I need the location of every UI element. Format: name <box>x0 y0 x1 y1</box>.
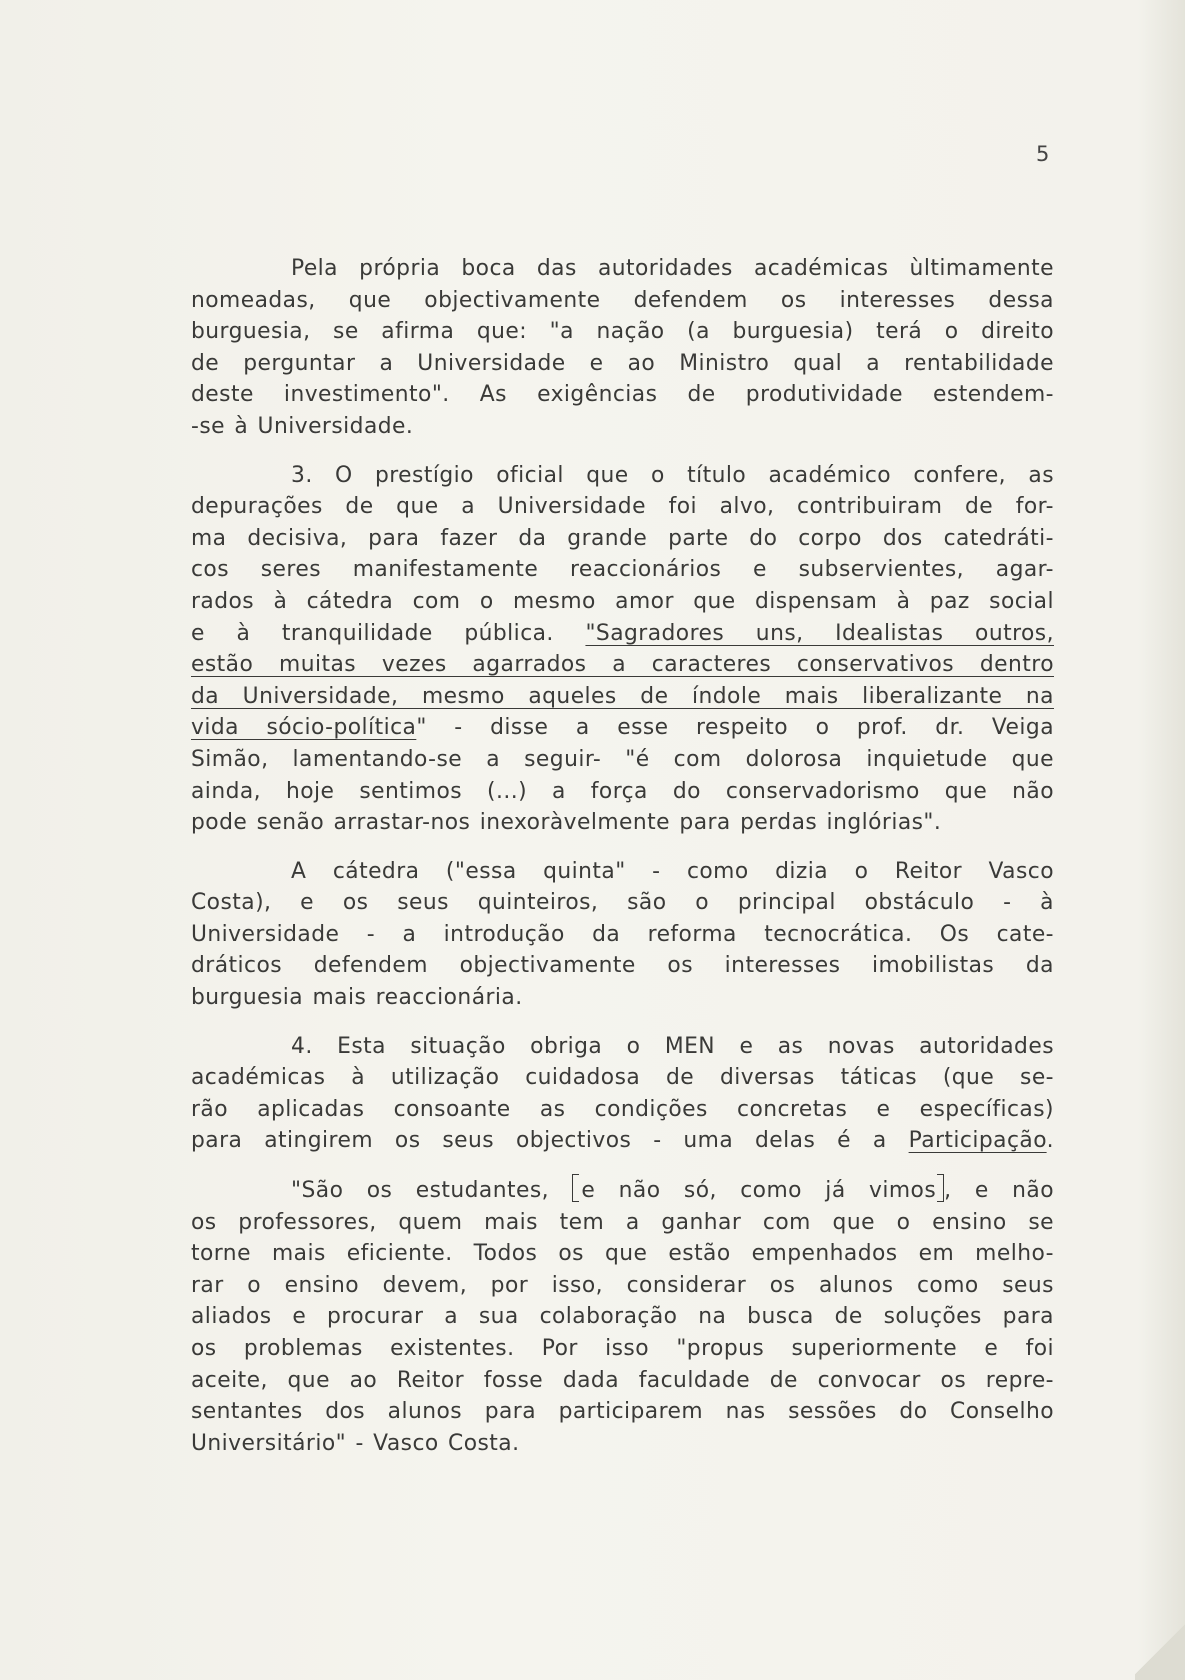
text-line: rão aplicadas consoante as condições concretas e específicas) <box>191 1096 1054 1122</box>
text-line: Costa), e os seus quinteiros, são o principal obstáculo - à <box>191 890 1054 916</box>
paragraph-5 <box>191 1174 1054 1459</box>
text-line: A cátedra ("essa quinta" - como dizia o Reitor Vasco <box>291 858 1054 884</box>
text-line: rados à cátedra com o mesmo amor que dispensam à paz social <box>191 588 1054 614</box>
text-line: ainda, hoje sentimos (...) a força do conservadorismo que não <box>191 778 1054 804</box>
text-line <box>191 618 1054 650</box>
text-line: académicas à utilização cuidadosa de diversas táticas (que se- <box>191 1065 1054 1091</box>
text-line: -se à Universidade. <box>191 413 414 439</box>
underlined-word: Participação <box>908 1128 1047 1154</box>
text-line: rar o ensino devem, por isso, considerar os alunos como seus <box>191 1272 1054 1298</box>
text-line: Universidade - a introdução da reforma tecnocrática. Os cate- <box>191 921 1054 947</box>
underlined-quote: vida sócio-política <box>191 715 417 741</box>
text-segment: e à tranquilidade pública. <box>191 620 586 646</box>
text-line: 3. O prestígio oficial que o título académico confere, as <box>291 462 1054 488</box>
page-corner-fold <box>1135 1590 1185 1680</box>
text-segment: para atingirem os seus objectivos - uma delas é a <box>191 1128 909 1154</box>
text-line: aceite, que ao Reitor fosse dada faculdade de convocar os repre- <box>191 1367 1054 1393</box>
paragraph-4 <box>191 1031 1054 1157</box>
text-line: sentantes dos alunos para participarem nas sessões do Conselho <box>191 1399 1054 1425</box>
underlined-quote: da Universidade, mesmo aqueles de índole mais liberalizante na <box>191 683 1054 709</box>
text-line: os problemas existentes. Por isso "propus superiormente e foi <box>191 1336 1054 1361</box>
text-line: dráticos defendem objectivamente os interesses imobilistas da <box>191 953 1054 979</box>
text-line: deste investimento". As exigências de produtividade estendem- <box>191 382 1054 408</box>
text-line: cos seres manifestamente reaccionários e subservientes, agar- <box>191 557 1054 583</box>
text-line: 4. Esta situação obriga o MEN e as novas autoridades <box>291 1033 1054 1059</box>
text-segment: , e não <box>944 1178 1054 1204</box>
text-line: torne mais eficiente. Todos os que estão empenhados em melho- <box>191 1241 1054 1267</box>
text-line: pode senão arrastar-nos inexoràvelmente para perdas inglórias". <box>191 810 942 836</box>
text-segment: . <box>1046 1128 1054 1154</box>
text-line: Simão, lamentando-se a seguir- "é com dolorosa inquietude que <box>191 746 1054 772</box>
text-line <box>191 1174 1054 1207</box>
text-line: aliados e procurar a sua colaboração na busca de soluções para <box>191 1304 1054 1330</box>
text-line <box>191 681 1054 713</box>
underlined-quote: estão muitas vezes agarrados a caracteres conservativos dentro <box>191 652 1054 678</box>
text-segment: " - disse a esse respeito o prof. dr. Veiga <box>416 715 1054 741</box>
paragraph-2 <box>191 460 1054 839</box>
text-line: os professores, quem mais tem a ganhar com que o ensino se <box>191 1209 1054 1235</box>
text-line: burguesia mais reaccionária. <box>191 985 523 1011</box>
text-line <box>191 649 1054 681</box>
body-text <box>191 253 1054 1459</box>
text-segment: "São os estudantes, <box>291 1178 573 1204</box>
page-number: 5 <box>1036 142 1050 166</box>
text-line <box>191 1125 1054 1157</box>
text-line: depurações de que a Universidade foi alvo, contribuiram de for- <box>191 494 1054 520</box>
text-line: burguesia, se afirma que: "a nação (a burguesia) terá o direito <box>191 319 1054 345</box>
text-line: nomeadas, que objectivamente defendem os interesses dessa <box>191 287 1054 313</box>
bracketed-text: e não só, como já vimos <box>581 1178 937 1204</box>
text-line: Pela própria boca das autoridades académicas ùltimamente <box>291 256 1054 281</box>
underlined-quote: "Sagradores uns, Idealistas outros, <box>585 620 1054 646</box>
left-bracket-mark <box>572 1174 579 1202</box>
text-line: Universitário" - Vasco Costa. <box>191 1430 520 1456</box>
paragraph-3 <box>191 856 1054 1014</box>
paragraph-1 <box>191 253 1054 443</box>
text-line <box>191 712 1054 744</box>
text-line: de perguntar a Universidade e ao Ministro qual a rentabilidade <box>191 350 1054 376</box>
text-line: ma decisiva, para fazer da grande parte do corpo dos catedráti- <box>191 525 1054 551</box>
